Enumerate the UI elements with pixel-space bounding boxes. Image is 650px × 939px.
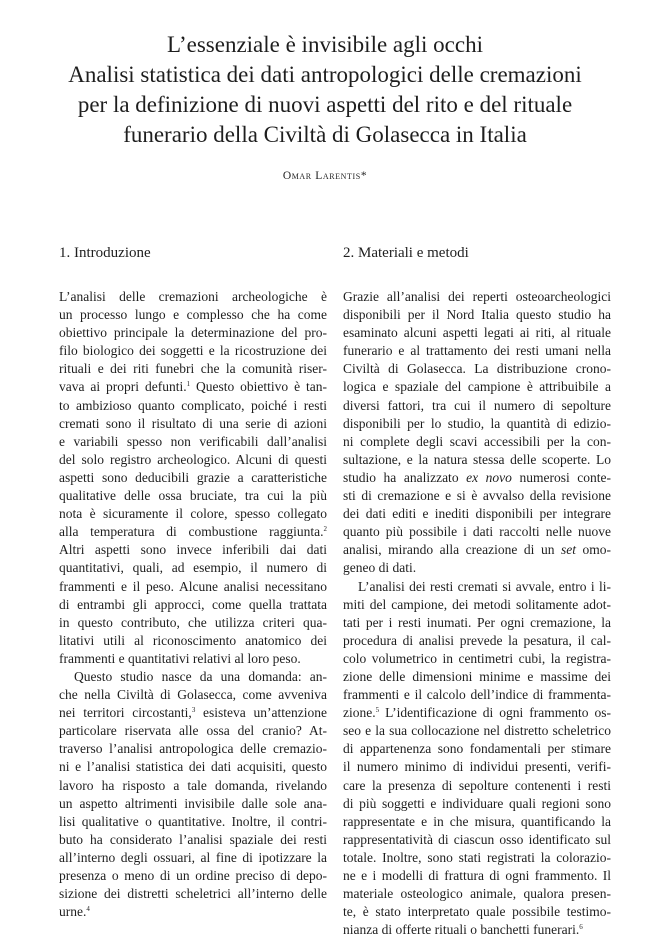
text-line: all’interno degli ossuari, al fine di ipotizzare la	[59, 849, 327, 865]
text-line: frammenti e il calcolo dell’indice di frammenta-	[343, 687, 611, 703]
text-line: un aspetto altrimenti invisibile dalle sole ana-	[59, 795, 327, 811]
text-line: di entrambi gli approcci, come quella trattata	[59, 596, 327, 612]
text-line: tati per i resti inumati. Per ogni cremazione, la	[343, 614, 611, 630]
text-line: colo volumetrico in centimetri cubi, la registra-	[343, 650, 611, 666]
article-title	[40, 30, 610, 150]
text-line: nota è sicuramente il colore, spesso collegato	[59, 506, 327, 522]
text-line: filo biologico dei soggetti e la ricostruzione dei	[59, 343, 327, 359]
text-line: che nella Civiltà di Golasecca, come avveniva	[59, 687, 327, 703]
text-line: procedura di analisi prevede la pesatura, il cal-	[343, 632, 611, 648]
column-materiali-metodi	[343, 243, 611, 939]
text-line: urne.$^4$	[59, 904, 90, 920]
text-line: e variabili spesso non verificabili dall’analisi	[59, 433, 327, 449]
text-line: un processo lungo e complesso che ha come	[59, 307, 327, 323]
text-line: ni e l’analisi statistica dei dati acquisiti, questo	[59, 759, 327, 775]
text-line: to ambizioso quanto complicato, poiché i resti	[59, 397, 327, 413]
text-line: rituali e dei riti funebri che la comunità riser-	[59, 361, 327, 377]
footnote-ref[interactable]: 1	[186, 380, 191, 389]
text-line: sizione dei distretti scheletrici all’interno delle	[59, 886, 327, 902]
section-body	[343, 288, 611, 939]
text-line: diversi fattori, tra cui il numero di sepolture	[343, 397, 611, 413]
text-line: care la presenza di sepolture contenenti i resti	[343, 777, 611, 793]
text-line: miti del campione, dei metodi solitamente adot-	[343, 596, 611, 612]
text-line: esaminato alcuni aspetti legati ai riti, al rituale	[343, 325, 611, 341]
text-line: L’analisi dei resti cremati si avvale, entro i li-	[358, 578, 611, 594]
text-line: qualitative delle ossa bruciate, tra cui la più	[59, 488, 327, 504]
text-line: disponibili per il Nord Italia questo studio ha	[343, 307, 611, 323]
text-line: lavoro ha risposto a tale domanda, rivelando	[59, 777, 327, 793]
title-line: L’essenziale è invisibile agli occhi	[167, 32, 483, 57]
text-line: cremati sono il risultato di una serie di azioni	[59, 415, 327, 431]
text-line: alla temperatura di combustione raggiunta.$^2$	[59, 524, 327, 540]
text-line: zione.$^5$ L’identificazione di ogni frammento os-	[343, 705, 611, 721]
text-line: il numero minimo di individui presenti, verifi-	[343, 759, 611, 775]
text-line: analisi, mirando alla creazione di un set omo-	[343, 542, 611, 558]
section-heading: 1. Introduzione	[59, 245, 151, 261]
text-line: Grazie all’analisi dei reperti osteoarcheologici	[343, 289, 611, 304]
text-line: litativi utili al riconoscimento anatomico dei	[59, 632, 327, 648]
text-line: te, è stato interpretato quale possibile testimo-	[343, 904, 611, 920]
text-line: del solo registro archeologico. Alcuni di questi	[59, 451, 327, 467]
text-line: disponibili per lo studio, la quantità di edizio-	[343, 415, 611, 431]
text-line: Altri aspetti sono invece inferibili dai dati	[59, 542, 327, 558]
text-line: sultazione, e la natura stessa delle scoperte. Lo	[343, 451, 611, 467]
text-line: buto ha considerato l’analisi spaziale dei resti	[59, 831, 327, 847]
text-line: ni complete degli scavi accessibili per la con-	[343, 433, 611, 449]
text-line: frammenti e il peso. Alcune analisi necessitano	[59, 578, 327, 594]
text-line: nianza di offerte rituali o banchetti funerari.$^6$	[343, 922, 583, 938]
text-line: frammenti e quantitativi relativi al loro peso.	[59, 650, 301, 666]
text-line: materiale osteologico animale, qualora presen-	[343, 886, 611, 902]
text-line: Questo studio nasce da una domanda: an-	[74, 668, 327, 684]
footnote-ref[interactable]: 2	[323, 525, 327, 534]
title-line: funerario della Civiltà di Golasecca in Italia	[123, 122, 527, 147]
footnote-ref[interactable]: 5	[375, 706, 380, 715]
text-line: funerario e al trattamento dei resti umani nella	[343, 343, 611, 359]
text-line: rappresentate e in che misura, quantificando la	[343, 813, 611, 829]
text-line: seo e la sua collocazione nel distretto scheletrico	[343, 723, 611, 739]
text-line: rappresentatività di ciascun osso identificato sul	[343, 831, 611, 847]
text-line: quanto più possibile i dati raccolti nelle nuove	[343, 524, 611, 540]
text-line: particolare riservata alle ossa del cranio? At-	[59, 723, 327, 739]
text-line: totale. Inoltre, sono stati registrati la colorazio-	[343, 849, 611, 865]
text-line: zione delle dimensioni minime e massime dei	[343, 668, 611, 684]
text-line: sti di cremazione e si è avvalso della revisione	[343, 488, 611, 504]
text-line: quantitativi, quali, ad esempio, il numero di	[59, 560, 327, 576]
text-line: aspetti sono deducibili grazie a caratteristiche	[59, 469, 327, 485]
text-line: vava ai propri defunti.$^1$ Questo obiettivo è tan-	[59, 379, 327, 395]
footnote-ref[interactable]: 4	[86, 905, 90, 914]
section-body	[59, 288, 327, 921]
footnote-ref[interactable]: 6	[579, 923, 583, 932]
footnote-ref[interactable]: 3	[191, 706, 196, 715]
text-line: nei territori circostanti,$^3$ esisteva un’attenzione	[59, 705, 327, 721]
text-line: dei dati editi e inediti disponibili per integrare	[343, 506, 611, 522]
text-line: L’analisi delle cremazioni archeologiche è	[59, 289, 327, 304]
title-line: Analisi statistica dei dati antropologici delle cremazioni	[68, 62, 582, 87]
section-heading: 2. Materiali e metodi	[343, 245, 469, 261]
text-line: presenza o meno di un ordine preciso di depo-	[59, 868, 327, 883]
column-introduzione	[59, 243, 327, 921]
italic-term: set	[560, 542, 576, 558]
text-line: traverso l’analisi antropologica delle cremazio-	[59, 741, 327, 757]
text-line: logica e spaziale del campione è attribuibile a	[343, 379, 611, 395]
text-line: lisi qualitative o quantitative. Inoltre, il contri-	[59, 813, 327, 829]
text-line: in questo contributo, che utilizza criteri qua-	[59, 614, 327, 630]
text-line: di più soggetti e individuare quali regioni sono	[343, 795, 611, 811]
text-line: studio ha analizzato ex novo numerosi conte-	[343, 469, 611, 485]
text-line: Civiltà di Golasecca. La distribuzione crono-	[343, 361, 611, 377]
text-line: di appartenenza sono fondamentali per stimare	[343, 741, 611, 757]
text-line: obiettivo principale la determinazione del pro-	[59, 325, 327, 341]
text-line: geneo di dati.	[343, 560, 417, 576]
italic-term: ex novo	[466, 469, 512, 485]
title-line: per la definizione di nuovi aspetti del rito e del rituale	[77, 92, 573, 117]
author-name: Omar Larentis*	[282, 170, 368, 182]
text-line: ne e i modelli di frattura di ogni frammento. Il	[343, 868, 611, 883]
